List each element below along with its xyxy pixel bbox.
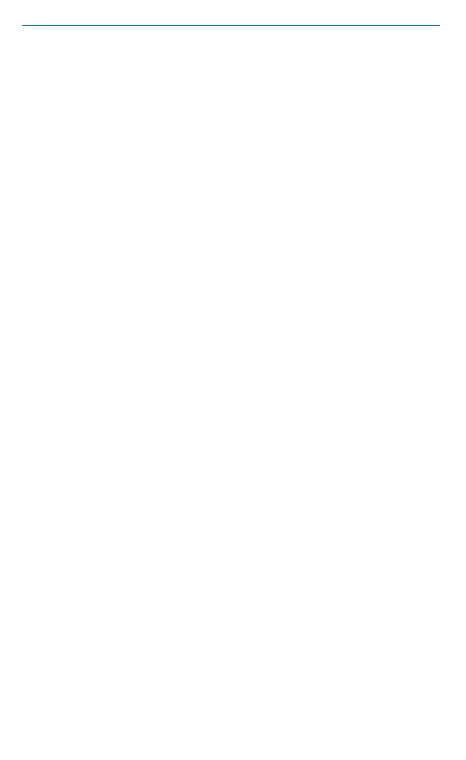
header-rule — [22, 25, 440, 26]
running-header — [22, 8, 440, 26]
